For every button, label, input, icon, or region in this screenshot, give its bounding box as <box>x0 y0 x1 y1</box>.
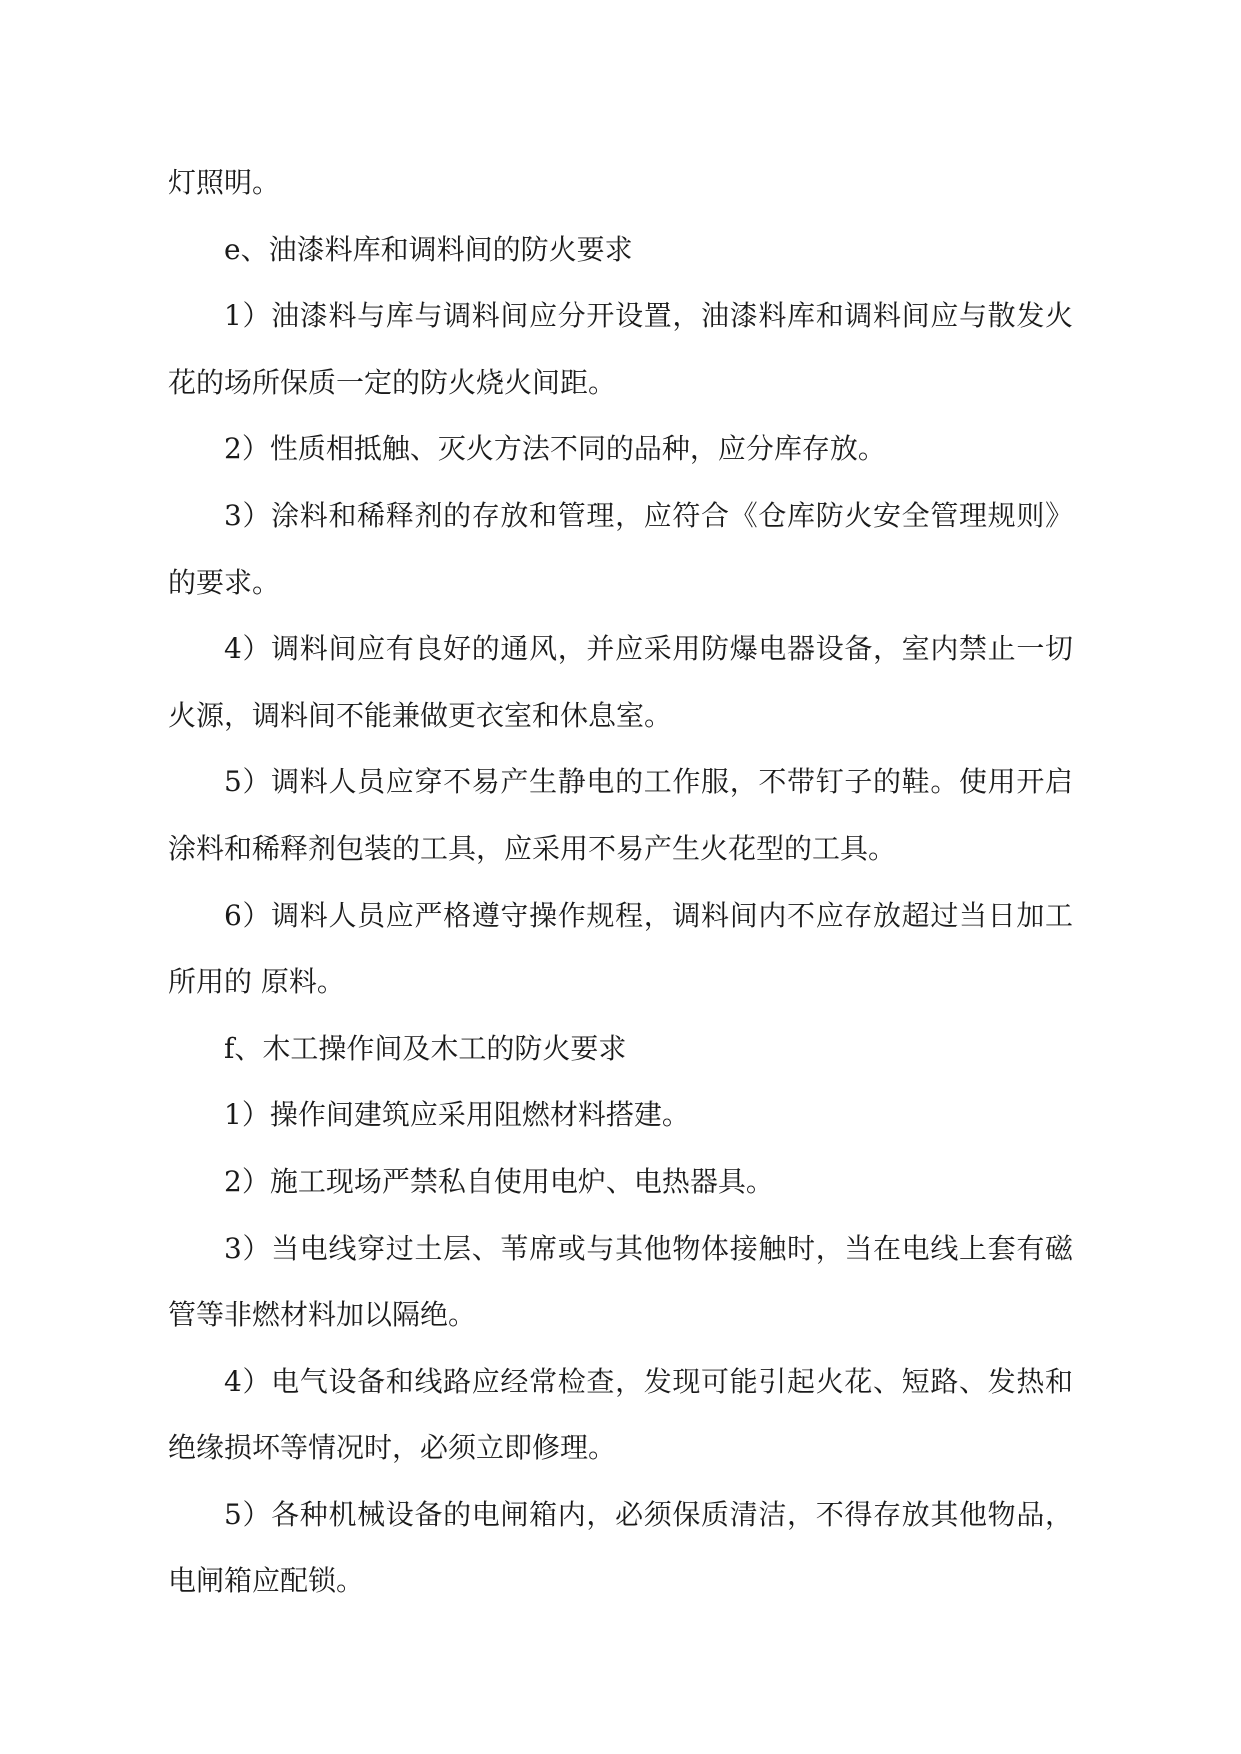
paragraph-e-3: 3）涂料和稀释剂的存放和管理，应符合《仓库防火安全管理规则》的要求。 <box>168 498 1073 599</box>
paragraph-f-3: 3）当电线穿过土层、苇席或与其他物体接触时，当在电线上套有磁管等非燃材料加以隔绝。 <box>168 1231 1073 1332</box>
paragraph-continuation: 灯照明。 <box>168 166 281 199</box>
paragraph-e-4: 4）调料间应有良好的通风，并应采用防爆电器设备，室内禁止一切火源，调料间不能兼做更衣室和休息室。 <box>168 632 1073 732</box>
paragraph-e-5: 5）调料人员应穿不易产生静电的工作服，不带钉子的鞋。使用开启涂料和稀释剂包装的工具，应采用不易产生火花型的工具。 <box>168 765 1073 865</box>
section-heading-e: e、油漆料库和调料间的防火要求 <box>224 232 633 266</box>
section-heading-f: f、木工操作间及木工的防火要求 <box>224 1031 627 1065</box>
paragraph-e-2: 2）性质相抵触、灭火方法不同的品种，应分库存放。 <box>224 432 886 466</box>
paragraph-f-4: 4）电气设备和线路应经常检查，发现可能引起火花、短路、发热和绝缘损坏等情况时，必须立即修理。 <box>168 1364 1073 1465</box>
paragraph-e-6: 6）调料人员应严格遵守操作规程，调料间内不应存放超过当日加工所用的 原料。 <box>168 898 1073 999</box>
paragraph-f-5: 5）各种机械设备的电闸箱内，必须保质清洁，不得存放其他物品，电闸箱应配锁。 <box>168 1497 1073 1598</box>
paragraph-f-1: 1）操作间建筑应采用阻燃材料搭建。 <box>224 1098 690 1132</box>
paragraph-e-1: 1）油漆料与库与调料间应分开设置，油漆料库和调料间应与散发火花的场所保质一定的防火烧火间距。 <box>168 299 1073 399</box>
document-body <box>168 150 1073 1615</box>
paragraph-f-2: 2）施工现场严禁私自使用电炉、电热器具。 <box>224 1164 774 1198</box>
